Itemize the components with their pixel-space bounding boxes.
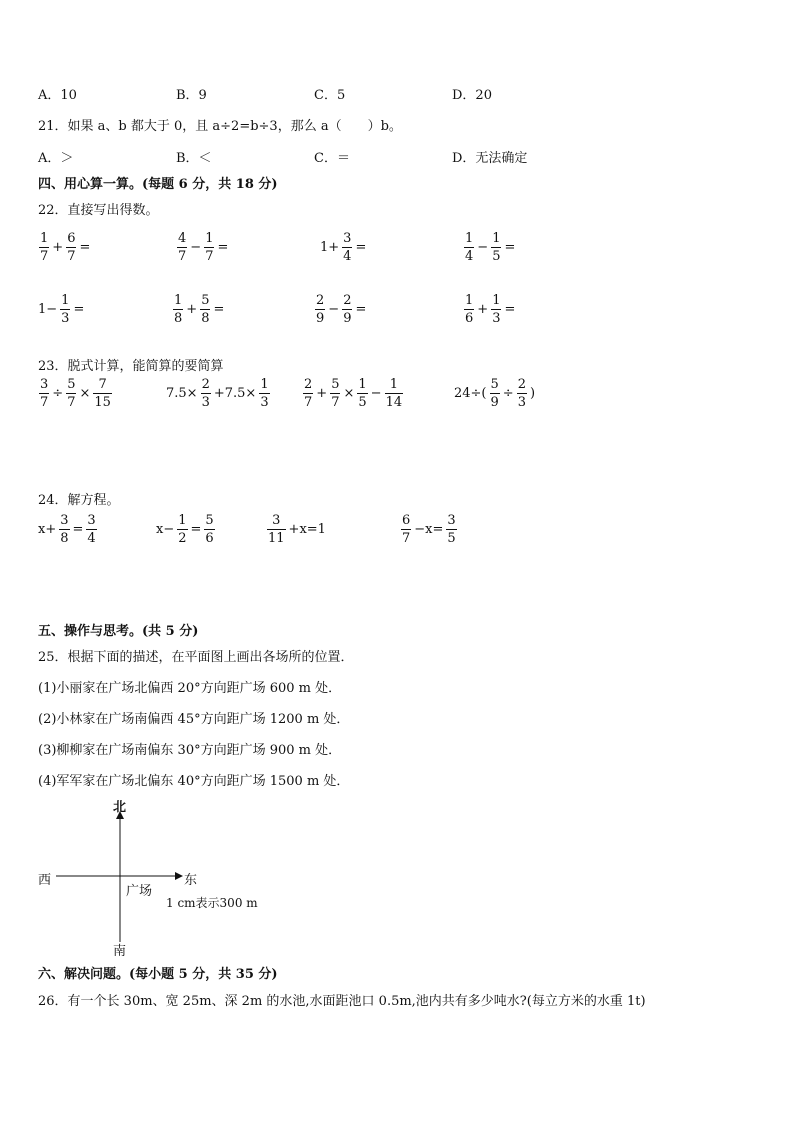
west-label: 西 [38, 873, 52, 888]
q20-option-b: B．9 [176, 88, 207, 103]
section-6-title: 六、解决问题。(每小题 5 分，共 35 分) [38, 967, 278, 982]
q21-option-a: A．＞ [38, 151, 74, 166]
q25-line-1: (1)小丽家在广场北偏西 20°方向距广场 600 m 处． [38, 681, 342, 696]
q22-item-6: $\frac{1}{8}$ + $\frac{5}{8}$ = [174, 293, 225, 326]
q23-expression-4: 24÷( $\frac{5}{9}$ ÷ $\frac{2}{3}$ ) [454, 377, 536, 410]
q22-item-5: 1− $\frac{1}{3}$ = [38, 293, 85, 326]
south-label: 南 [113, 944, 127, 959]
q22-item-7: $\frac{2}{9}$ − $\frac{2}{9}$ = [316, 293, 367, 326]
q24-title: 24．解方程。 [38, 493, 120, 508]
q24-equation-3: $\frac{3}{11}$ +x=1 [268, 513, 326, 546]
q21-option-c: C．＝ [314, 151, 350, 166]
q22-item-3: 1+ $\frac{3}{4}$ = [320, 231, 367, 264]
q21-option-d: D．无法确定 [452, 151, 528, 166]
q22-title: 22．直接写出得数。 [38, 203, 159, 218]
q21-question: 21．如果 a、b 都大于 0，且 a÷2=b÷3，那么 a（ ）b。 [38, 119, 402, 134]
q22-item-4: $\frac{1}{4}$ − $\frac{1}{5}$ = [465, 231, 516, 264]
q25-line-2: (2)小林家在广场南偏西 45°方向距广场 1200 m 处． [38, 712, 350, 727]
q21-option-b: B．＜ [176, 151, 212, 166]
q25-line-4: (4)军军家在广场北偏东 40°方向距广场 1500 m 处． [38, 774, 350, 789]
scale-label: 1 cm表示300 m [166, 896, 258, 910]
q24-equation-1: x+ $\frac{3}{8}$ = $\frac{3}{4}$ [38, 513, 96, 546]
q25-line-3: (3)柳柳家在广场南偏东 30°方向距广场 900 m 处． [38, 743, 342, 758]
q23-expression-3: $\frac{2}{7}$ + $\frac{5}{7}$ × $\frac{1}{5}$ − $\frac{1}{14}$ [304, 377, 403, 410]
section-5-title: 五、操作与思考。(共 5 分) [38, 624, 199, 639]
q23-expression-2: 7.5× $\frac{2}{3}$ +7.5× $\frac{1}{3}$ [166, 377, 269, 410]
east-label: 东 [184, 873, 198, 888]
q23-title: 23．脱式计算，能简算的要简算 [38, 359, 224, 374]
q24-equation-4: $\frac{6}{7}$ −x= $\frac{3}{5}$ [402, 513, 456, 546]
north-label: 北 [113, 800, 127, 815]
q23-expression-1: $\frac{3}{7}$ ÷ $\frac{5}{7}$ × $\frac{7}{15}$ [40, 377, 111, 410]
q22-item-2: $\frac{4}{7}$ − $\frac{1}{7}$ = [178, 231, 229, 264]
section-4-title: 四、用心算一算。(每题 6 分，共 18 分) [38, 177, 278, 192]
q20-option-a: A．10 [38, 88, 77, 103]
square-label: 广场 [126, 884, 153, 899]
q22-item-1: $\frac{1}{7}$ + $\frac{6}{7}$ = [40, 231, 91, 264]
q20-option-d: D．20 [452, 88, 492, 103]
q22-item-8: $\frac{1}{6}$ + $\frac{1}{3}$ = [465, 293, 516, 326]
q25-title: 25．根据下面的描述，在平面图上画出各场所的位置． [38, 650, 354, 665]
q20-option-c: C．5 [314, 88, 346, 103]
q26-question: 26．有一个长 30m、宽 25m、深 2m 的水池,水面距池口 0.5m,池内共有多少吨水?(每立方米的水重 1t) [38, 994, 646, 1009]
q24-equation-2: x− $\frac{1}{2}$ = $\frac{5}{6}$ [156, 513, 214, 546]
